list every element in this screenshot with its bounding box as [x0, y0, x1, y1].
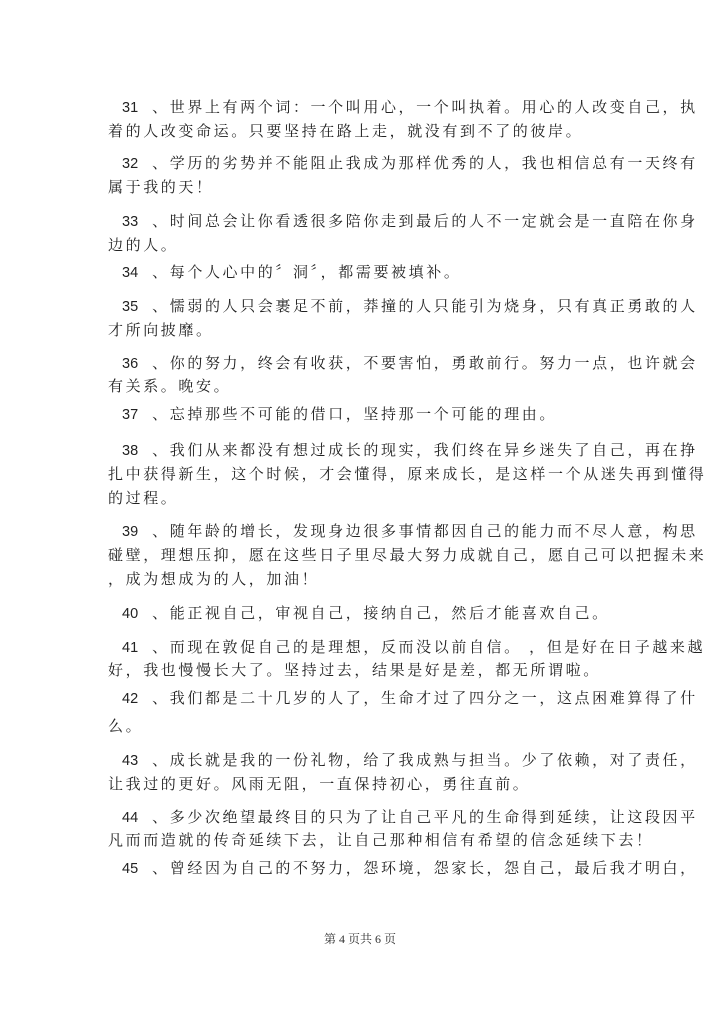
paragraph-line — [108, 121, 584, 141]
paragraph-line — [108, 464, 707, 484]
item-text: 、学历的劣势并不能阻止我成为那样优秀的人，我也相信总有一天终有 — [152, 154, 698, 172]
item-number: 39 — [122, 524, 139, 540]
paragraph-line — [122, 807, 698, 827]
item-text: 、曾经因为自己的不努力，怨环境，怨家长，怨自己，最后我才明白， — [152, 859, 698, 877]
paragraph-line — [108, 320, 578, 340]
item-text: 么。 — [108, 717, 144, 735]
item-text: 、随年龄的增长，发现身边很多事情都因自己的能力而不尽人意，构思 — [152, 522, 698, 540]
paragraph-line — [122, 296, 698, 316]
item-text: 、能正视自己，审视自己，接纳自己，然后才能喜欢自己。 — [152, 604, 610, 622]
item-text: 、而现在敦促自己的是理想，反而没以前自信。 ，但是好在日子越来越 — [152, 638, 706, 656]
paragraph-line — [122, 97, 698, 117]
paragraph-line — [122, 211, 698, 231]
item-text: 、时间总会让你看透很多陪你走到最后的人不一定就会是一直陪在你身 — [152, 212, 698, 230]
item-text: 、多少次绝望最终目的只为了让自己平凡的生命得到延续，让这段因平 — [152, 808, 698, 826]
paragraph-line — [122, 153, 698, 173]
item-number: 35 — [122, 299, 139, 315]
item-text: 着的人改变命运。只要坚持在路上走，就没有到不了的彼岸。 — [108, 122, 584, 140]
item-text: 扎中获得新生，这个时候，才会懂得，原来成长，是这样一个从迷失再到懂得 — [108, 465, 707, 483]
item-text: 、我们都是二十几岁的人了，生命才过了四分之一，这点困难算得了什 — [152, 689, 698, 707]
paragraph-line — [108, 376, 578, 396]
item-number: 33 — [122, 214, 139, 230]
item-number: 34 — [122, 265, 139, 281]
paragraph-line — [122, 262, 592, 282]
item-text: 、我们从来都没有想过成长的现实，我们终在异乡迷失了自己，再在挣 — [152, 441, 698, 459]
paragraph-line — [108, 177, 578, 197]
item-number: 45 — [122, 861, 139, 877]
item-number: 40 — [122, 606, 139, 622]
item-number: 43 — [122, 753, 139, 769]
paragraph-line — [108, 569, 578, 589]
paragraph-line — [108, 488, 578, 508]
item-text: 、懦弱的人只会裹足不前，莽撞的人只能引为烧身，只有真正勇敢的人 — [152, 297, 698, 315]
item-number: 37 — [122, 407, 139, 423]
item-text: 属于我的天！ — [108, 178, 214, 196]
item-text: 才所向披靡。 — [108, 321, 214, 339]
item-number: 32 — [122, 156, 139, 172]
paragraph-line — [122, 603, 610, 623]
item-text: 、世界上有两个词：一个叫用心，一个叫执着。用心的人改变自己，执 — [152, 98, 698, 116]
paragraph-line — [122, 858, 698, 878]
item-number: 36 — [122, 356, 139, 372]
item-text: 有关系。晚安。 — [108, 377, 232, 395]
paragraph-line — [108, 545, 707, 565]
item-text: 边的人。 — [108, 236, 179, 254]
paragraph-line — [122, 688, 698, 708]
paragraph-line — [122, 637, 706, 657]
paragraph-line — [108, 235, 578, 255]
item-text: 、成长就是我的一份礼物，给了我成熟与担当。少了依赖，对了责任， — [152, 751, 698, 769]
paragraph-line — [122, 353, 698, 373]
item-text: 让我过的更好。风雨无阻，一直保持初心，勇往直前。 — [108, 775, 531, 793]
paragraph-line — [108, 830, 654, 850]
item-text: 凡而而造就的传奇延续下去，让自己那种相信有希望的信念延续下去！ — [108, 831, 654, 849]
item-text: 、每个人心中的〞洞〞，都需要被填补。 — [152, 263, 462, 281]
item-number: 31 — [122, 100, 139, 116]
item-text: ，成为想成为的人，加油！ — [108, 570, 320, 588]
item-number: 41 — [122, 640, 139, 656]
paragraph-line — [108, 660, 601, 680]
paragraph-line — [122, 750, 698, 770]
item-number: 38 — [122, 443, 139, 459]
item-number: 44 — [122, 810, 139, 826]
paragraph-line — [122, 404, 592, 424]
paragraph-line — [108, 716, 578, 736]
item-text: 、你的努力，终会有收获，不要害怕，勇敢前行。努力一点，也许就会 — [152, 354, 698, 372]
page-footer: 第 4 页共 6 页 — [323, 932, 396, 946]
item-text: 、忘掉那些不可能的借口，坚持那一个可能的理由。 — [152, 405, 557, 423]
paragraph-line — [122, 440, 698, 460]
item-text: 碰壁，理想压抑，愿在这些日子里尽最大努力成就自己，愿自己可以把握未来 — [108, 546, 707, 564]
paragraph-line — [108, 774, 578, 794]
item-number: 42 — [122, 691, 139, 707]
item-text: 好，我也慢慢长大了。坚持过去，结果是好是差，都无所谓啦。 — [108, 661, 601, 679]
paragraph-line — [122, 521, 698, 541]
item-text: 的过程。 — [108, 489, 179, 507]
